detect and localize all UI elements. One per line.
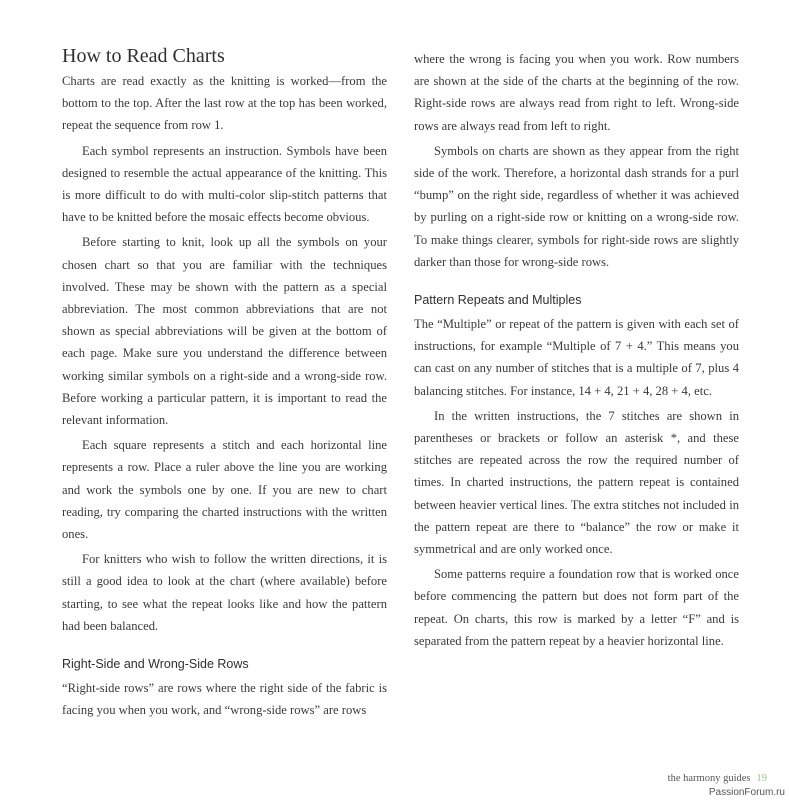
paragraph: Charts are read exactly as the knitting is worked—from the bottom to the top. After the last row at the top has been worked, repeat the sequence from row 1.: [62, 74, 387, 133]
paragraph: Each symbol represents an instruction. Symbols have been designed to resemble the actual appearance of the knitting. This is more difficult to do with multi-color slip-stitch patterns that have to be knitted before the mosaic effects become obvious.: [62, 143, 387, 225]
paragraph: Each square represents a stitch and each horizontal line represents a row. Place a ruler above the line you are working and work the symbols one by one. If you are new to chart reading, try comparing the charted instructions with the written ones.: [62, 438, 387, 542]
page-footer: [668, 773, 767, 784]
book-title: the harmony guides: [667, 773, 751, 784]
paragraph: “Right-side rows” are rows where the right side of the fabric is facing you when you work, and “wrong-side rows” are rows: [62, 681, 387, 718]
paragraph: Some patterns require a foundation row that is worked once before commencing the pattern but does not form part of the repeat. On charts, this row is marked by a letter “F” and is separated from the pattern repeat by a heavier horizontal line.: [414, 567, 739, 648]
paragraph: Before starting to knit, look up all the symbols on your chosen chart so that you are familiar with the techniques involved. These may be shown with the pattern as a special abbreviation. The most common abbreviations that are not shown as special abbreviations will be given at the bottom of each page. Make sure you understand the difference between working similar symbols on a right-side and a wrong-side row. Before working a particular pattern, it is important to read the relevant information.: [62, 235, 387, 428]
right-column: [414, 48, 739, 652]
paragraph: For knitters who wish to follow the written directions, it is still a good idea to look at the chart (where available) before starting, to see what the repeat looks like and how the pattern had been balanced.: [62, 552, 387, 633]
paragraph: The “Multiple” or repeat of the pattern is given with each set of instructions, for example “Multiple of 7 + 4.” This means you can cast on any number of stitches that is a multiple of 7, plus 4 balancing stitches. For instance, 14 + 4, 21 + 4, 28 + 4, etc.: [414, 317, 739, 398]
page-number: 19: [756, 773, 767, 784]
subheading-right-side-wrong-side-rows: Right-Side and Wrong-Side Rows: [62, 657, 249, 672]
paragraph: where the wrong is facing you when you work. Row numbers are shown at the side of the charts at the beginning of the row. Right-side rows are always read from right to left. Wrong-side rows are always read from left to right.: [414, 52, 739, 133]
paragraph: In the written instructions, the 7 stitches are shown in parentheses or brackets or follow an asterisk *, and these stitches are repeated across the row the required number of times. In charted instructions, the pattern repeat is contained between heavier vertical lines. The extra stitches not included in the pattern repeat are there to “balance” the row or make it symmetrical and are only worked once.: [414, 408, 739, 557]
left-column: [62, 38, 387, 721]
watermark: PassionForum.ru: [708, 787, 785, 798]
subheading-pattern-repeats-and-multiples: Pattern Repeats and Multiples: [414, 293, 582, 308]
section-heading-how-to-read-charts: How to Read Charts: [62, 45, 225, 67]
paragraph: Symbols on charts are shown as they appear from the right side of the work. Therefore, a horizontal dash strands for a purl “bump” on the right side, regardless of whether it was achieved by purling on a right-side row or knitting on a wrong-side row. To make things clearer, symbols for right-side rows are slightly darker than those for wrong-side rows.: [414, 143, 739, 269]
